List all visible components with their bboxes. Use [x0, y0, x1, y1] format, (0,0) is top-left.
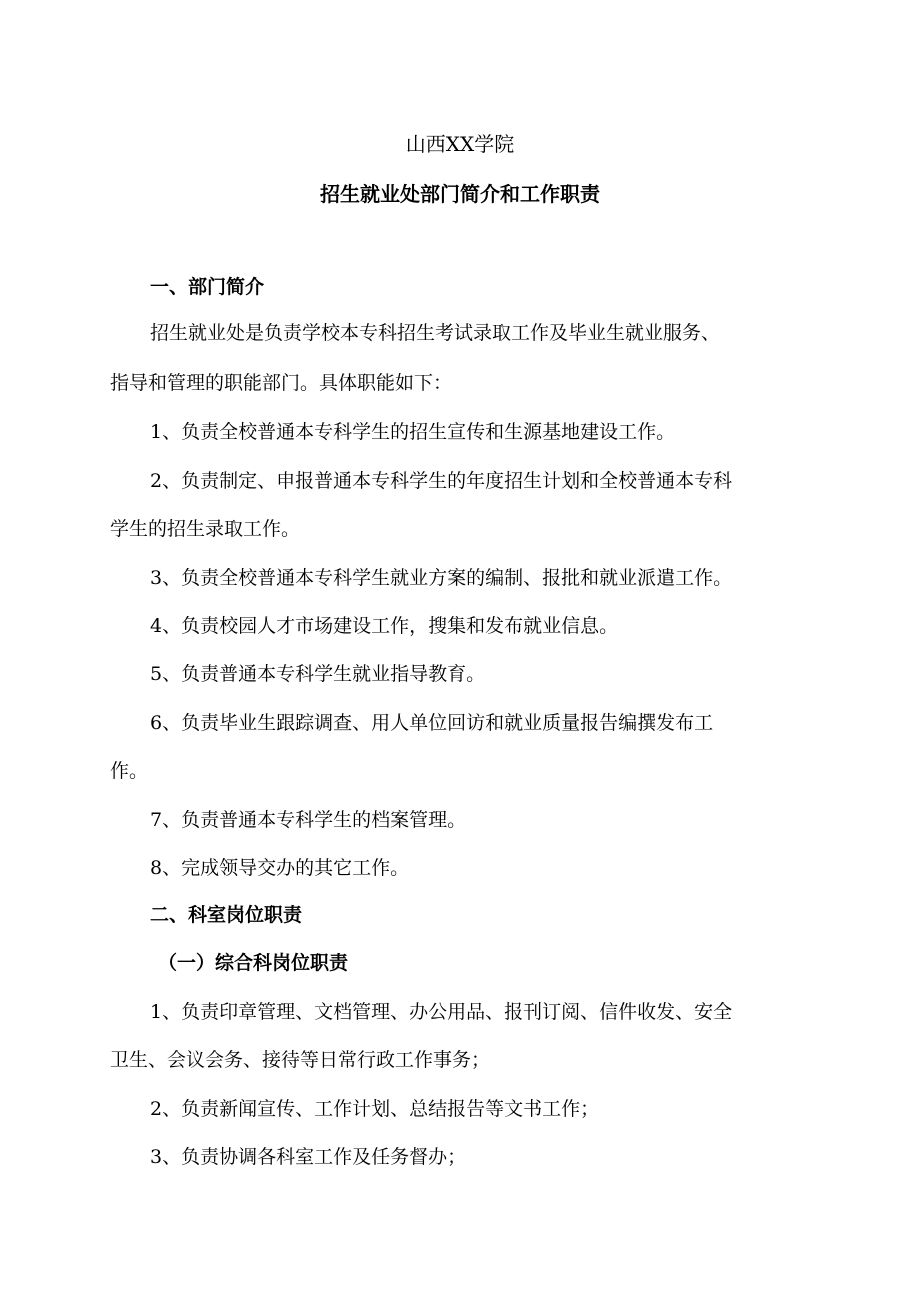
section-heading-office-duties: 二、科室岗位职责 — [150, 904, 303, 926]
subsection-heading-general-office: （一）综合科岗位职责 — [158, 952, 349, 974]
office-duty-item: 3、负责协调各科室工作及任务督办； — [150, 1146, 467, 1168]
duty-item: 4、负责校园人才市场建设工作，搜集和发布就业信息。 — [150, 615, 619, 637]
document-title: 山西XX学院 — [405, 132, 515, 156]
intro-paragraph-line-1: 招生就业处是负责学校本专科招生考试录取工作及毕业生就业服务、 — [150, 322, 721, 344]
office-duty-item: 1、负责印章管理、文档管理、办公用品、报刊订阅、信件收发、安全 — [150, 1001, 733, 1023]
duty-item: 2、负责制定、申报普通本专科学生的年度招生计划和全校普通本专科 — [150, 470, 733, 492]
intro-paragraph-line-2: 指导和管理的职能部门。具体职能如下： — [110, 372, 453, 394]
duty-item: 1、负责全校普通本专科学生的招生宣传和生源基地建设工作。 — [150, 421, 676, 443]
duty-item-continuation: 学生的招生录取工作。 — [110, 518, 301, 540]
duty-item: 8、完成领导交办的其它工作。 — [150, 857, 410, 879]
duty-item: 5、负责普通本专科学生就业指导教育。 — [150, 663, 486, 685]
duty-item: 7、负责普通本专科学生的档案管理。 — [150, 809, 467, 831]
duty-item-continuation: 作。 — [110, 760, 149, 782]
office-duty-item: 2、负责新闻宣传、工作计划、总结报告等文书工作； — [150, 1098, 600, 1120]
duty-item: 3、负责全校普通本专科学生就业方案的编制、报批和就业派遣工作。 — [150, 567, 733, 589]
office-duty-item-continuation: 卫生、会议会务、接待等日常行政工作事务； — [110, 1049, 491, 1071]
section-heading-intro: 一、部门简介 — [150, 276, 265, 298]
duty-item: 6、负责毕业生跟踪调查、用人单位回访和就业质量报告编撰发布工 — [150, 712, 714, 734]
document-subtitle: 招生就业处部门简介和工作职责 — [320, 182, 600, 206]
